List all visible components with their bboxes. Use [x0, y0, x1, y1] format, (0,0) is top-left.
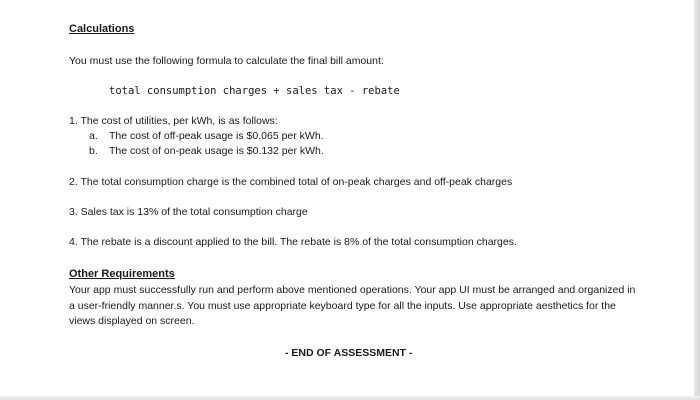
calculations-heading: Calculations: [69, 23, 135, 35]
list-item-3: 3. Sales tax is 13% of the total consumption charge: [69, 206, 308, 218]
sub-item-a: [89, 130, 324, 142]
end-of-assessment: - END OF ASSESSMENT -: [285, 347, 413, 359]
page-bottom-edge: [0, 396, 700, 400]
formula-intro: You must use the following formula to calculate the final bill amount:: [69, 55, 384, 67]
other-requirements-text: Your app must successfully run and perform above mentioned operations. Your app UI must be arranged and organized in a user-friendly manner.s. You must use appropriate keyboard type for all the inputs. Use appropriate aesthetics for the views displayed on screen.: [69, 284, 636, 327]
page-edge-shadow: [694, 0, 700, 400]
sub-item-text: The cost of off-peak usage is $0.065 per kWh.: [109, 130, 324, 142]
other-requirements-heading: Other Requirements: [69, 268, 175, 280]
formula-text: total consumption charges + sales tax - rebate: [109, 85, 400, 97]
list-item-4: 4. The rebate is a discount applied to the bill. The rebate is 8% of the total consumption charges.: [69, 236, 517, 248]
sub-item-marker: b.: [89, 145, 98, 157]
list-item-2: 2. The total consumption charge is the combined total of on-peak charges and off-peak charges: [69, 176, 513, 188]
sub-item-text: The cost of on-peak usage is $0.132 per kWh.: [109, 145, 324, 157]
list-item-1: 1. The cost of utilities, per kWh, is as follows:: [69, 115, 278, 127]
sub-item-marker: a.: [89, 130, 98, 142]
sub-item-b: [89, 145, 324, 157]
